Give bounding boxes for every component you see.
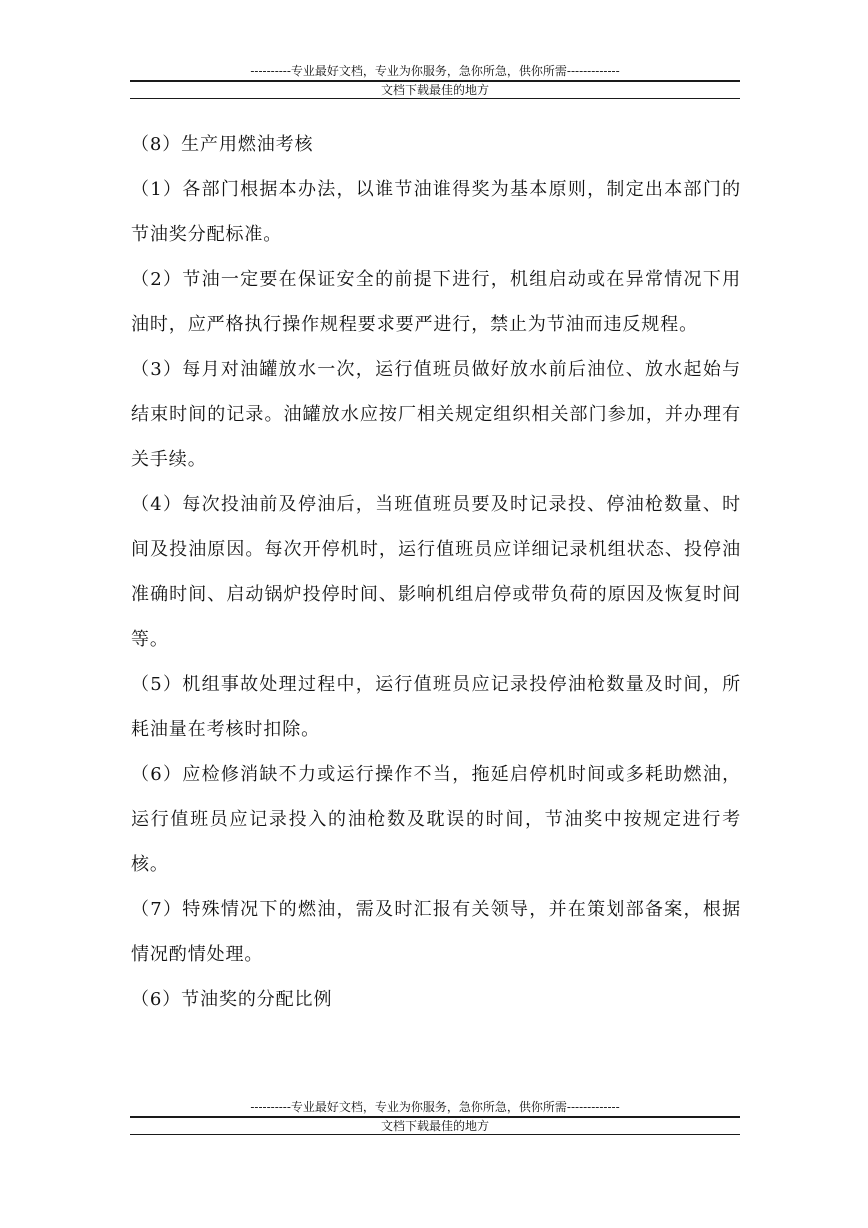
- header-subtitle: 文档下载最佳的地方: [380, 83, 489, 97]
- section-heading-reward-distribution: （6）节油奖的分配比例: [131, 989, 333, 1010]
- paragraph-item-2: （2）节油一定要在保证安全的前提下进行，机组启动或在异常情况下用油时，应严格执行操作规程要求要严进行，禁止为节油而违反规程。: [131, 269, 741, 335]
- paragraph-item-4: （4）每次投油前及停油后，当班值班员要及时记录投、停油枪数量、时间及投油原因。每次开停机时，运行值班员应详细记录机组状态、投停油准确时间、启动锅炉投停时间、影响机组启停或带负荷的原因及恢复时间等。: [131, 494, 741, 650]
- paragraph-item-1: （1）各部门根据本办法，以谁节油谁得奖为基本原则，制定出本部门的节油奖分配标准。: [131, 179, 741, 245]
- page-footer: [130, 1100, 740, 1135]
- paragraph-item-5: （5）机组事故处理过程中，运行值班员应记录投停油枪数量及时间，所耗油量在考核时扣除。: [131, 674, 741, 740]
- footer-divider-thin: [130, 1134, 740, 1135]
- header-tagline: ----------专业最好文档，专业为你服务，急你所急，供你所需-------------: [250, 64, 620, 78]
- paragraph-item-3: （3）每月对油罐放水一次，运行值班员做好放水前后油位、放水起始与结束时间的记录。油罐放水应按厂相关规定组织相关部门参加，并办理有关手续。: [131, 359, 741, 470]
- paragraph-item-6: （6）应检修消缺不力或运行操作不当，拖延启停机时间或多耗助燃油，运行值班员应记录投入的油枪数及耽误的时间，节油奖中按规定进行考核。: [131, 764, 741, 875]
- document-body: [131, 122, 741, 1022]
- section-heading-fuel-assessment: （8）生产用燃油考核: [131, 134, 314, 155]
- header-divider-thin: [130, 98, 740, 99]
- footer-tagline: ----------专业最好文档，专业为你服务，急你所急，供你所需-------------: [250, 1100, 620, 1114]
- page-header: [130, 64, 740, 99]
- footer-subtitle: 文档下载最佳的地方: [380, 1119, 489, 1133]
- paragraph-item-7: （7）特殊情况下的燃油，需及时汇报有关领导，并在策划部备案，根据情况酌情处理。: [131, 899, 741, 965]
